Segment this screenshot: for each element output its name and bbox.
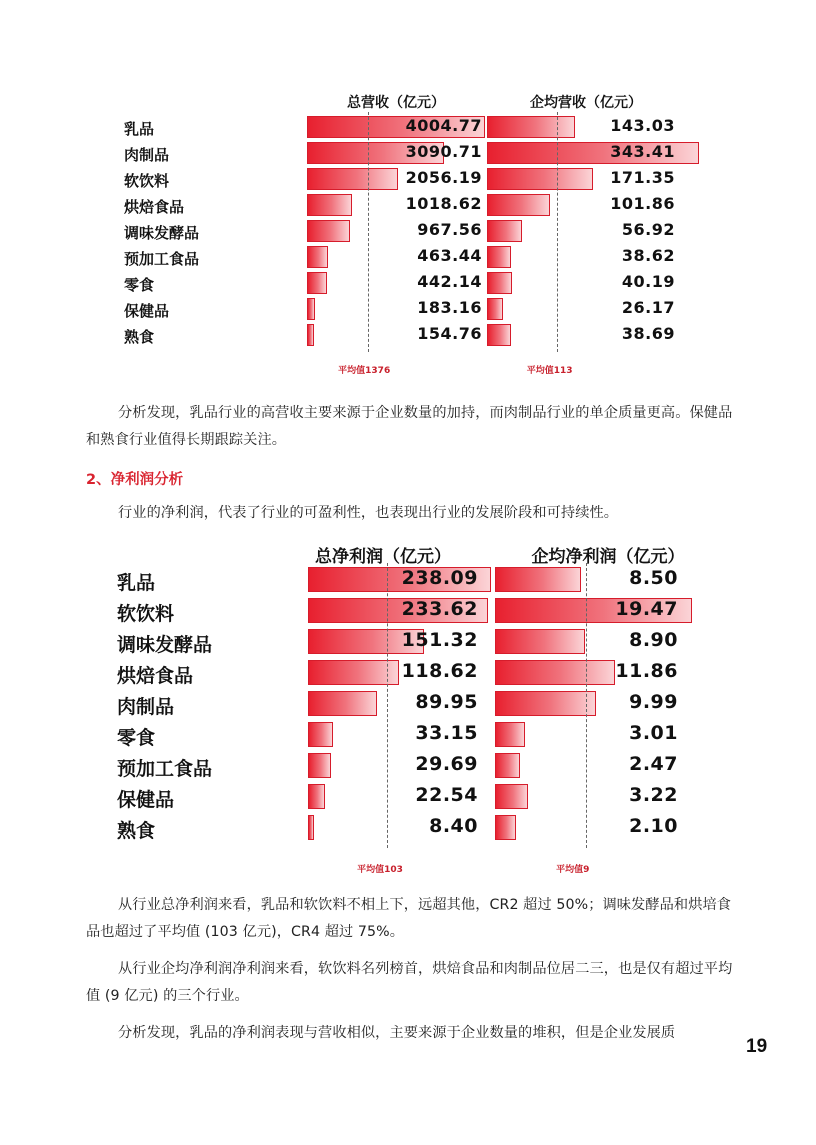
avg-net-profit-paragraph: 从行业企均净利润净利润来看，软饮料名列榜首，烘焙食品和肉制品位居二三，也是仅有超过平均值 (9 亿元) 的三个行业。 xyxy=(86,961,733,1004)
data-label: 38.69 xyxy=(621,324,675,343)
category-label: 保健品 xyxy=(124,301,170,320)
data-label: 442.14 xyxy=(417,272,482,291)
data-label: 29.69 xyxy=(415,753,478,775)
category-label: 零食 xyxy=(117,727,156,749)
series-title: 总营收（亿元） xyxy=(347,95,445,111)
data-label: 3090.71 xyxy=(405,142,482,161)
data-label: 2056.19 xyxy=(405,168,482,187)
bar xyxy=(487,298,503,320)
category-label: 软饮料 xyxy=(124,171,170,190)
data-label: 2.47 xyxy=(629,753,678,775)
analysis-paragraph: 分析发现，乳品的净利润表现与营收相似，主要来源于企业数量的堆积，但是企业发展质 xyxy=(118,1025,676,1041)
category-label: 软饮料 xyxy=(117,603,175,625)
data-label: 343.41 xyxy=(610,142,675,161)
series-title: 总净利润（亿元） xyxy=(315,547,451,567)
data-label: 1018.62 xyxy=(405,194,482,213)
category-label: 熟食 xyxy=(124,327,155,346)
series-title: 企均净利润（亿元） xyxy=(531,547,685,567)
category-label: 调味发酵品 xyxy=(117,634,213,656)
revenue-analysis-paragraph: 分析发现，乳品行业的高营收主要来源于企业数量的加持，而肉制品行业的单企质量更高。保健品和熟食行业值得长期跟踪关注。 xyxy=(86,405,733,448)
net-profit-intro-paragraph: 行业的净利润，代表了行业的可盈利性，也表现出行业的发展阶段和可持续性。 xyxy=(118,505,619,521)
average-line xyxy=(368,112,369,352)
data-label: 238.09 xyxy=(401,567,478,589)
average-line xyxy=(586,563,587,848)
data-label: 11.86 xyxy=(615,660,678,682)
average-label: 平均值113 xyxy=(526,366,573,376)
category-label: 烘焙食品 xyxy=(124,197,185,216)
data-label: 8.40 xyxy=(429,815,478,837)
bar xyxy=(495,722,525,747)
data-label: 154.76 xyxy=(417,324,482,343)
page-number: 19 xyxy=(746,1036,768,1057)
data-label: 233.62 xyxy=(401,598,478,620)
category-label: 熟食 xyxy=(117,820,156,842)
bar xyxy=(307,220,350,242)
category-label: 肉制品 xyxy=(124,145,170,164)
category-label: 保健品 xyxy=(117,789,175,811)
bar xyxy=(487,220,522,242)
data-label: 40.19 xyxy=(621,272,675,291)
data-label: 38.62 xyxy=(621,246,675,265)
data-label: 143.03 xyxy=(610,116,675,135)
average-label: 平均值103 xyxy=(357,865,403,875)
series-title: 企均营收（亿元） xyxy=(530,95,642,111)
data-label: 3.01 xyxy=(629,722,678,744)
data-label: 183.16 xyxy=(417,298,482,317)
average-label: 平均值9 xyxy=(556,865,590,875)
bar xyxy=(307,272,327,294)
category-label: 肉制品 xyxy=(117,696,175,718)
data-label: 4004.77 xyxy=(405,116,482,135)
data-label: 967.56 xyxy=(417,220,482,239)
data-label: 8.50 xyxy=(629,567,678,589)
data-label: 33.15 xyxy=(415,722,478,744)
bar xyxy=(495,815,516,840)
data-label: 101.86 xyxy=(610,194,675,213)
bar xyxy=(487,246,511,268)
category-label: 预加工食品 xyxy=(117,758,213,780)
bar xyxy=(308,784,325,809)
data-label: 8.90 xyxy=(629,629,678,651)
data-label: 89.95 xyxy=(415,691,478,713)
bar xyxy=(487,194,550,216)
category-label: 零食 xyxy=(124,275,155,294)
total-net-profit-paragraph: 从行业总净利润来看，乳品和软饮料不相上下，远超其他，CR2 超过 50%；调味发酵品和烘培食品也超过了平均值 (103 亿元)，CR4 超过 75%。 xyxy=(86,897,732,940)
data-label: 2.10 xyxy=(629,815,678,837)
average-label: 平均值1376 xyxy=(338,366,391,376)
category-label: 乳品 xyxy=(117,572,156,594)
bar xyxy=(308,753,331,778)
category-label: 预加工食品 xyxy=(124,249,200,268)
bar xyxy=(307,246,328,268)
section-heading-net-profit: 2、净利润分析 xyxy=(86,472,184,488)
data-label: 151.32 xyxy=(401,629,478,651)
bar xyxy=(307,324,314,346)
data-label: 22.54 xyxy=(415,784,478,806)
category-label: 烘焙食品 xyxy=(117,665,194,687)
bar xyxy=(495,784,528,809)
data-label: 26.17 xyxy=(621,298,675,317)
bar xyxy=(495,753,520,778)
bar xyxy=(487,324,511,346)
category-label: 乳品 xyxy=(124,119,155,138)
data-label: 9.99 xyxy=(629,691,678,713)
data-label: 3.22 xyxy=(629,784,678,806)
average-line xyxy=(557,112,558,352)
data-label: 56.92 xyxy=(621,220,675,239)
data-label: 19.47 xyxy=(615,598,678,620)
bar xyxy=(307,194,352,216)
data-label: 118.62 xyxy=(401,660,478,682)
category-label: 调味发酵品 xyxy=(124,223,200,242)
data-label: 463.44 xyxy=(417,246,482,265)
average-line xyxy=(387,563,388,848)
bar xyxy=(308,722,333,747)
data-label: 171.35 xyxy=(610,168,675,187)
bar xyxy=(487,272,512,294)
bar xyxy=(307,298,315,320)
bar xyxy=(308,815,314,840)
